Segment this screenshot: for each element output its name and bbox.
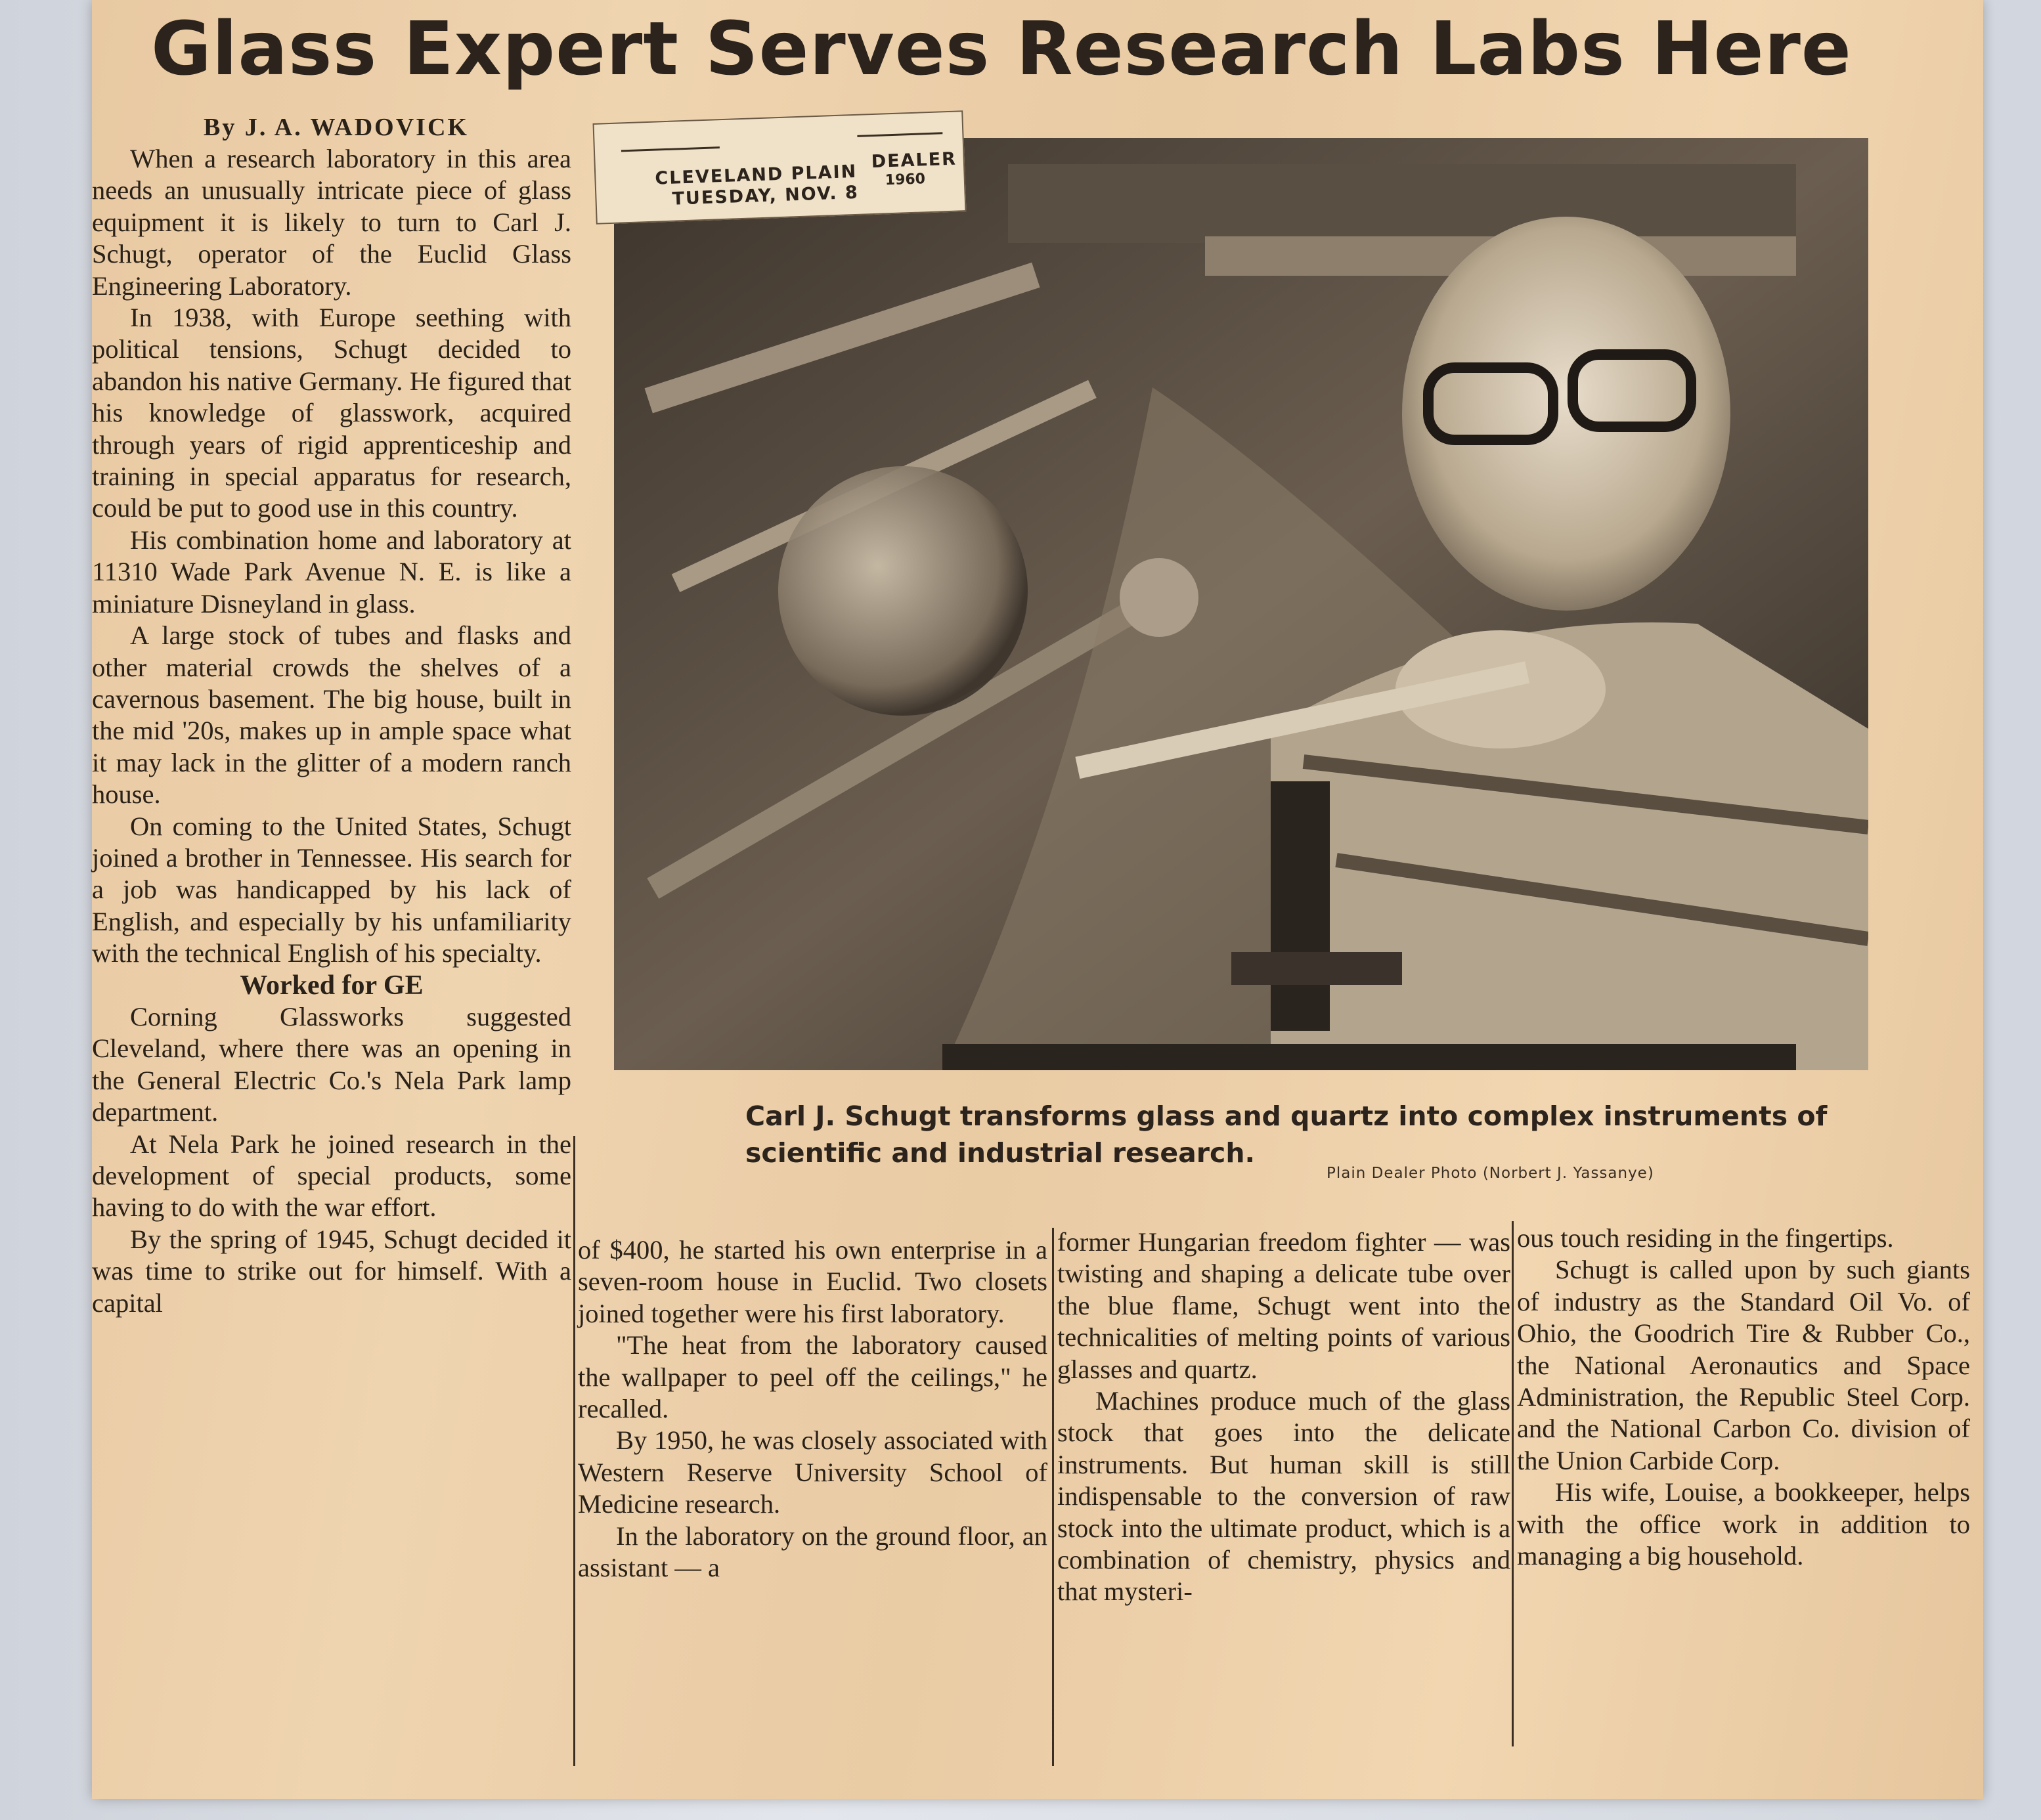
paragraph: "The heat from the laboratory caused the wallpaper to peel off the ceilings," he recalled. [578,1330,1047,1424]
paragraph: His combination home and laboratory at 11310 Wade Park Avenue N. E. is like a miniature Disneyland in glass. [92,525,571,618]
stamp-line [857,132,942,137]
paragraph: In 1938, with Europe seething with political tensions, Schugt decided to abandon his native Germany. He figured that his knowledge of glasswork, acquired through years of rigid apprenticeship and training in special apparatus for research, could be put to good use in this country. [92,303,571,523]
photo-graphic [614,138,1868,1070]
stamp-paper-name-2: DEALER [871,148,957,173]
column-divider [1052,1228,1054,1766]
paragraph: Corning Glassworks suggested Cleveland, where there was an opening in the General Electric Co.'s Nela Park lamp department. [92,1001,571,1127]
paragraph: On coming to the United States, Schugt joined a brother in Tennessee. His search for a job was handicapped by his lack of English, and especially by his unfamiliarity with the technical English of his specialty. [92,811,571,968]
column-divider [1512,1221,1514,1746]
column-2 [578,1234,1047,1584]
paragraph: At Nela Park he joined research in the development of special products, some having to do with the war effort. [92,1129,571,1223]
column-4 [1517,1223,1970,1572]
column-1 [92,143,571,1319]
paragraph: Machines produce much of the glass stock that goes into the delicate instruments. But human skill is still indispensable to the conversion of raw stock into the ultimate product, which is a combination of chemistry, physics and that mysteri- [1057,1386,1510,1607]
newspaper-stamp [592,110,966,225]
photo-caption: Carl J. Schugt transforms glass and quartz into complex instruments of scientific and industrial research. [745,1100,1828,1169]
article-photo [614,138,1868,1070]
stamp-year: 1960 [885,171,926,189]
byline: By J. A. WADOVICK [204,114,469,141]
column-3 [1057,1226,1510,1608]
photo-credit: Plain Dealer Photo (Norbert J. Yassanye) [1327,1165,1654,1182]
paragraph: Schugt is called upon by such giants of industry as the Standard Oil Vo. of Ohio, the Goodrich Tire & Rubber Co., the National Aeronautics and Space Administration, the Republic Steel Corp. and the National Carbon Co. division of the Union Carbide Corp. [1517,1255,1970,1475]
paragraph: His wife, Louise, a bookkeeper, helps with the office work in addition to managing a big household. [1517,1477,1970,1571]
subhead: Worked for GE [240,970,424,1001]
paragraph: former Hungarian freedom fighter — was twisting and shaping a delicate tube over the blue flame, Schugt went into the technicalities of melting points of various glasses and quartz. [1057,1227,1510,1384]
paragraph: By the spring of 1945, Schugt decided it was time to strike out for himself. With a capital [92,1224,571,1318]
stamp-line [621,146,720,152]
headline: Glass Expert Serves Research Labs Here [151,7,1852,92]
paragraph: In the laboratory on the ground floor, an assistant — a [578,1521,1047,1583]
paragraph: A large stock of tubes and flasks and other material crowds the shelves of a cavernous basement. The big house, built in the mid '20s, makes up in ample space what it may lack in the glitter of a modern ranch house. [92,620,571,810]
stamp-paper-name: CLEVELAND PLAIN [654,161,858,189]
column-divider [573,1136,575,1766]
paragraph: ous touch residing in the fingertips. [1517,1223,1894,1253]
paragraph: When a research laboratory in this area needs an unusually intricate piece of glass equipment it is likely to turn to Carl J. Schugt, operator of the Euclid Glass Engineering Laboratory. [92,144,571,301]
paragraph: of $400, he started his own enterprise in a seven-room house in Euclid. Two closets joined together were his first laboratory. [578,1235,1047,1328]
paragraph: By 1950, he was closely associated with Western Reserve University School of Medicine research. [578,1425,1047,1519]
stamp-date: TUESDAY, NOV. 8 [672,182,860,209]
